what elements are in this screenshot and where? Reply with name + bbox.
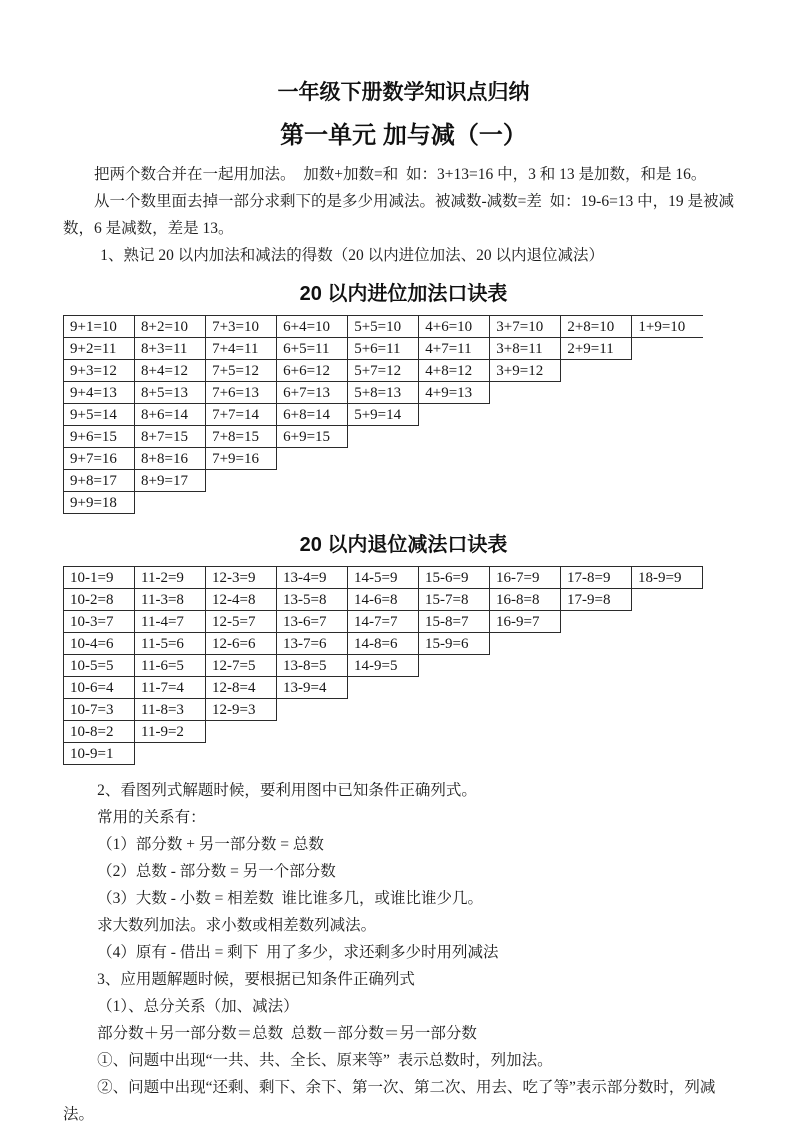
note-line: ①、问题中出现“一共、共、全长、原来等” 表示总数时，列加法。 bbox=[97, 1052, 553, 1069]
table-cell: 4+6=10 bbox=[419, 316, 490, 338]
addition-facts-table bbox=[63, 315, 703, 514]
table-cell: 17-9=8 bbox=[561, 589, 632, 611]
note-line: 3、应用题解题时候，要根据已知条件正确列式 bbox=[97, 971, 415, 988]
table-cell: 14-6=8 bbox=[348, 589, 419, 611]
table-cell: 7+7=14 bbox=[206, 404, 277, 426]
table-cell: 7+9=16 bbox=[206, 448, 277, 470]
table-cell: 9+9=18 bbox=[64, 492, 135, 514]
table-row bbox=[64, 743, 703, 765]
note-line: （3）大数 - 小数 = 相差数 谁比谁多几，或谁比谁少几。 bbox=[97, 890, 483, 907]
table-cell: 6+7=13 bbox=[277, 382, 348, 404]
table-cell: 8+8=16 bbox=[135, 448, 206, 470]
table-cell: 5+9=14 bbox=[348, 404, 419, 426]
table-cell: 5+7=12 bbox=[348, 360, 419, 382]
table-cell: 6+4=10 bbox=[277, 316, 348, 338]
table-cell: 17-8=9 bbox=[561, 567, 632, 589]
table-cell: 10-3=7 bbox=[64, 611, 135, 633]
note-line: 2、看图列式解题时候，要利用图中已知条件正确列式。 bbox=[97, 782, 477, 799]
table-cell: 9+5=14 bbox=[64, 404, 135, 426]
note-line: ②、问题中出现“还剩、剩下、余下、第一次、第二次、用去、吃了等”表示部分数时，列减法。 bbox=[63, 1079, 716, 1122]
table-cell: 15-8=7 bbox=[419, 611, 490, 633]
table-cell: 12-4=8 bbox=[206, 589, 277, 611]
subtraction-facts-table bbox=[63, 566, 703, 765]
intro-paragraph-subtraction: 从一个数里面去掉一部分求剩下的是多少用减法。被减数-减数=差 如：19-6=13 中，19 是被减数，6 是减数，差是 13。 bbox=[63, 193, 735, 237]
table-cell: 8+9=17 bbox=[135, 470, 206, 492]
table-cell: 16-9=7 bbox=[490, 611, 561, 633]
table-cell: 13-5=8 bbox=[277, 589, 348, 611]
table-row bbox=[64, 699, 703, 721]
table-row bbox=[64, 404, 704, 426]
table-cell: 11-5=6 bbox=[135, 633, 206, 655]
table-cell: 11-8=3 bbox=[135, 699, 206, 721]
table-cell: 2+8=10 bbox=[561, 316, 632, 338]
table-cell: 5+8=13 bbox=[348, 382, 419, 404]
table-cell: 14-9=5 bbox=[348, 655, 419, 677]
table-cell: 7+4=11 bbox=[206, 338, 277, 360]
table-cell: 13-9=4 bbox=[277, 677, 348, 699]
table-cell: 11-9=2 bbox=[135, 721, 206, 743]
table-cell: 13-7=6 bbox=[277, 633, 348, 655]
table-cell: 9+8=17 bbox=[64, 470, 135, 492]
table-cell: 3+8=11 bbox=[490, 338, 561, 360]
table-row bbox=[64, 611, 703, 633]
table-cell: 11-4=7 bbox=[135, 611, 206, 633]
table-cell: 8+3=11 bbox=[135, 338, 206, 360]
table-cell: 14-8=6 bbox=[348, 633, 419, 655]
intro-paragraph-addition: 把两个数合并在一起用加法。 加数+加数=和 如：3+13=16 中，3 和 13 是加数，和是 16。 bbox=[94, 166, 707, 183]
table-row bbox=[64, 448, 704, 470]
unit-title: 第一单元 加与减（一） bbox=[280, 122, 527, 149]
table-cell: 14-5=9 bbox=[348, 567, 419, 589]
note-line: （1）部分数 + 另一部分数 = 总数 bbox=[97, 836, 324, 853]
table-cell: 9+4=13 bbox=[64, 382, 135, 404]
table-cell: 4+7=11 bbox=[419, 338, 490, 360]
table-cell: 3+9=12 bbox=[490, 360, 561, 382]
table-row bbox=[64, 360, 704, 382]
table-cell: 9+1=10 bbox=[64, 316, 135, 338]
note-line: 部分数＋另一部分数＝总数 总数－部分数＝另一部分数 bbox=[97, 1025, 477, 1042]
table-cell: 9+2=11 bbox=[64, 338, 135, 360]
note-line: （1）、总分关系（加、减法） bbox=[97, 998, 299, 1015]
table-cell: 7+3=10 bbox=[206, 316, 277, 338]
subtraction-table-title: 20 以内退位减法口诀表 bbox=[299, 534, 508, 556]
table-cell: 13-6=7 bbox=[277, 611, 348, 633]
table-cell: 16-8=8 bbox=[490, 589, 561, 611]
table-row bbox=[64, 655, 703, 677]
table-cell: 8+5=13 bbox=[135, 382, 206, 404]
table-row bbox=[64, 677, 703, 699]
table-cell: 8+2=10 bbox=[135, 316, 206, 338]
table-row bbox=[64, 316, 704, 338]
table-cell: 8+7=15 bbox=[135, 426, 206, 448]
table-cell: 1+9=10 bbox=[632, 316, 703, 338]
intro-item-1: 1、熟记 20 以内加法和减法的得数（20 以内进位加法、20 以内退位减法） bbox=[100, 247, 604, 264]
table-cell: 4+8=12 bbox=[419, 360, 490, 382]
note-line: 常用的关系有： bbox=[97, 809, 206, 826]
table-cell: 10-8=2 bbox=[64, 721, 135, 743]
table-cell: 15-7=8 bbox=[419, 589, 490, 611]
table-row bbox=[64, 470, 704, 492]
table-cell: 9+7=16 bbox=[64, 448, 135, 470]
table-cell: 10-6=4 bbox=[64, 677, 135, 699]
table-cell: 9+3=12 bbox=[64, 360, 135, 382]
table-cell: 13-4=9 bbox=[277, 567, 348, 589]
table-cell: 6+6=12 bbox=[277, 360, 348, 382]
table-cell: 12-7=5 bbox=[206, 655, 277, 677]
table-cell: 13-8=5 bbox=[277, 655, 348, 677]
table-cell: 10-7=3 bbox=[64, 699, 135, 721]
table-cell: 12-6=6 bbox=[206, 633, 277, 655]
note-line: （2）总数 - 部分数 = 另一个部分数 bbox=[97, 863, 336, 880]
table-cell: 14-7=7 bbox=[348, 611, 419, 633]
note-line: 求大数列加法。求小数或相差数列减法。 bbox=[97, 917, 377, 934]
table-cell: 12-5=7 bbox=[206, 611, 277, 633]
table-cell: 7+5=12 bbox=[206, 360, 277, 382]
table-cell: 6+9=15 bbox=[277, 426, 348, 448]
table-row bbox=[64, 721, 703, 743]
table-row bbox=[64, 589, 703, 611]
table-cell: 8+4=12 bbox=[135, 360, 206, 382]
document-title: 一年级下册数学知识点归纳 bbox=[277, 81, 530, 104]
table-cell: 5+5=10 bbox=[348, 316, 419, 338]
table-cell: 11-6=5 bbox=[135, 655, 206, 677]
table-cell: 10-1=9 bbox=[64, 567, 135, 589]
table-cell: 7+8=15 bbox=[206, 426, 277, 448]
table-cell: 5+6=11 bbox=[348, 338, 419, 360]
table-cell: 12-9=3 bbox=[206, 699, 277, 721]
note-line: （4）原有 - 借出 = 剩下 用了多少，求还剩多少时用列减法 bbox=[97, 944, 499, 961]
table-cell: 10-5=5 bbox=[64, 655, 135, 677]
table-row bbox=[64, 338, 704, 360]
table-cell: 6+8=14 bbox=[277, 404, 348, 426]
table-cell: 12-8=4 bbox=[206, 677, 277, 699]
table-row bbox=[64, 567, 703, 589]
table-cell: 15-9=6 bbox=[419, 633, 490, 655]
table-cell: 8+6=14 bbox=[135, 404, 206, 426]
table-cell: 10-2=8 bbox=[64, 589, 135, 611]
table-cell: 9+6=15 bbox=[64, 426, 135, 448]
table-cell: 10-4=6 bbox=[64, 633, 135, 655]
table-cell: 10-9=1 bbox=[64, 743, 135, 765]
table-cell: 12-3=9 bbox=[206, 567, 277, 589]
notes-section bbox=[63, 777, 744, 1122]
table-row bbox=[64, 492, 704, 514]
table-cell: 15-6=9 bbox=[419, 567, 490, 589]
addition-table-title: 20 以内进位加法口诀表 bbox=[299, 283, 508, 305]
table-cell: 4+9=13 bbox=[419, 382, 490, 404]
table-cell: 3+7=10 bbox=[490, 316, 561, 338]
table-cell: 16-7=9 bbox=[490, 567, 561, 589]
table-cell: 11-3=8 bbox=[135, 589, 206, 611]
table-cell: 18-9=9 bbox=[632, 567, 703, 589]
table-cell: 2+9=11 bbox=[561, 338, 632, 360]
table-cell: 7+6=13 bbox=[206, 382, 277, 404]
table-cell: 11-7=4 bbox=[135, 677, 206, 699]
table-cell: 6+5=11 bbox=[277, 338, 348, 360]
table-row bbox=[64, 382, 704, 404]
table-cell: 11-2=9 bbox=[135, 567, 206, 589]
table-row bbox=[64, 426, 704, 448]
table-row bbox=[64, 633, 703, 655]
